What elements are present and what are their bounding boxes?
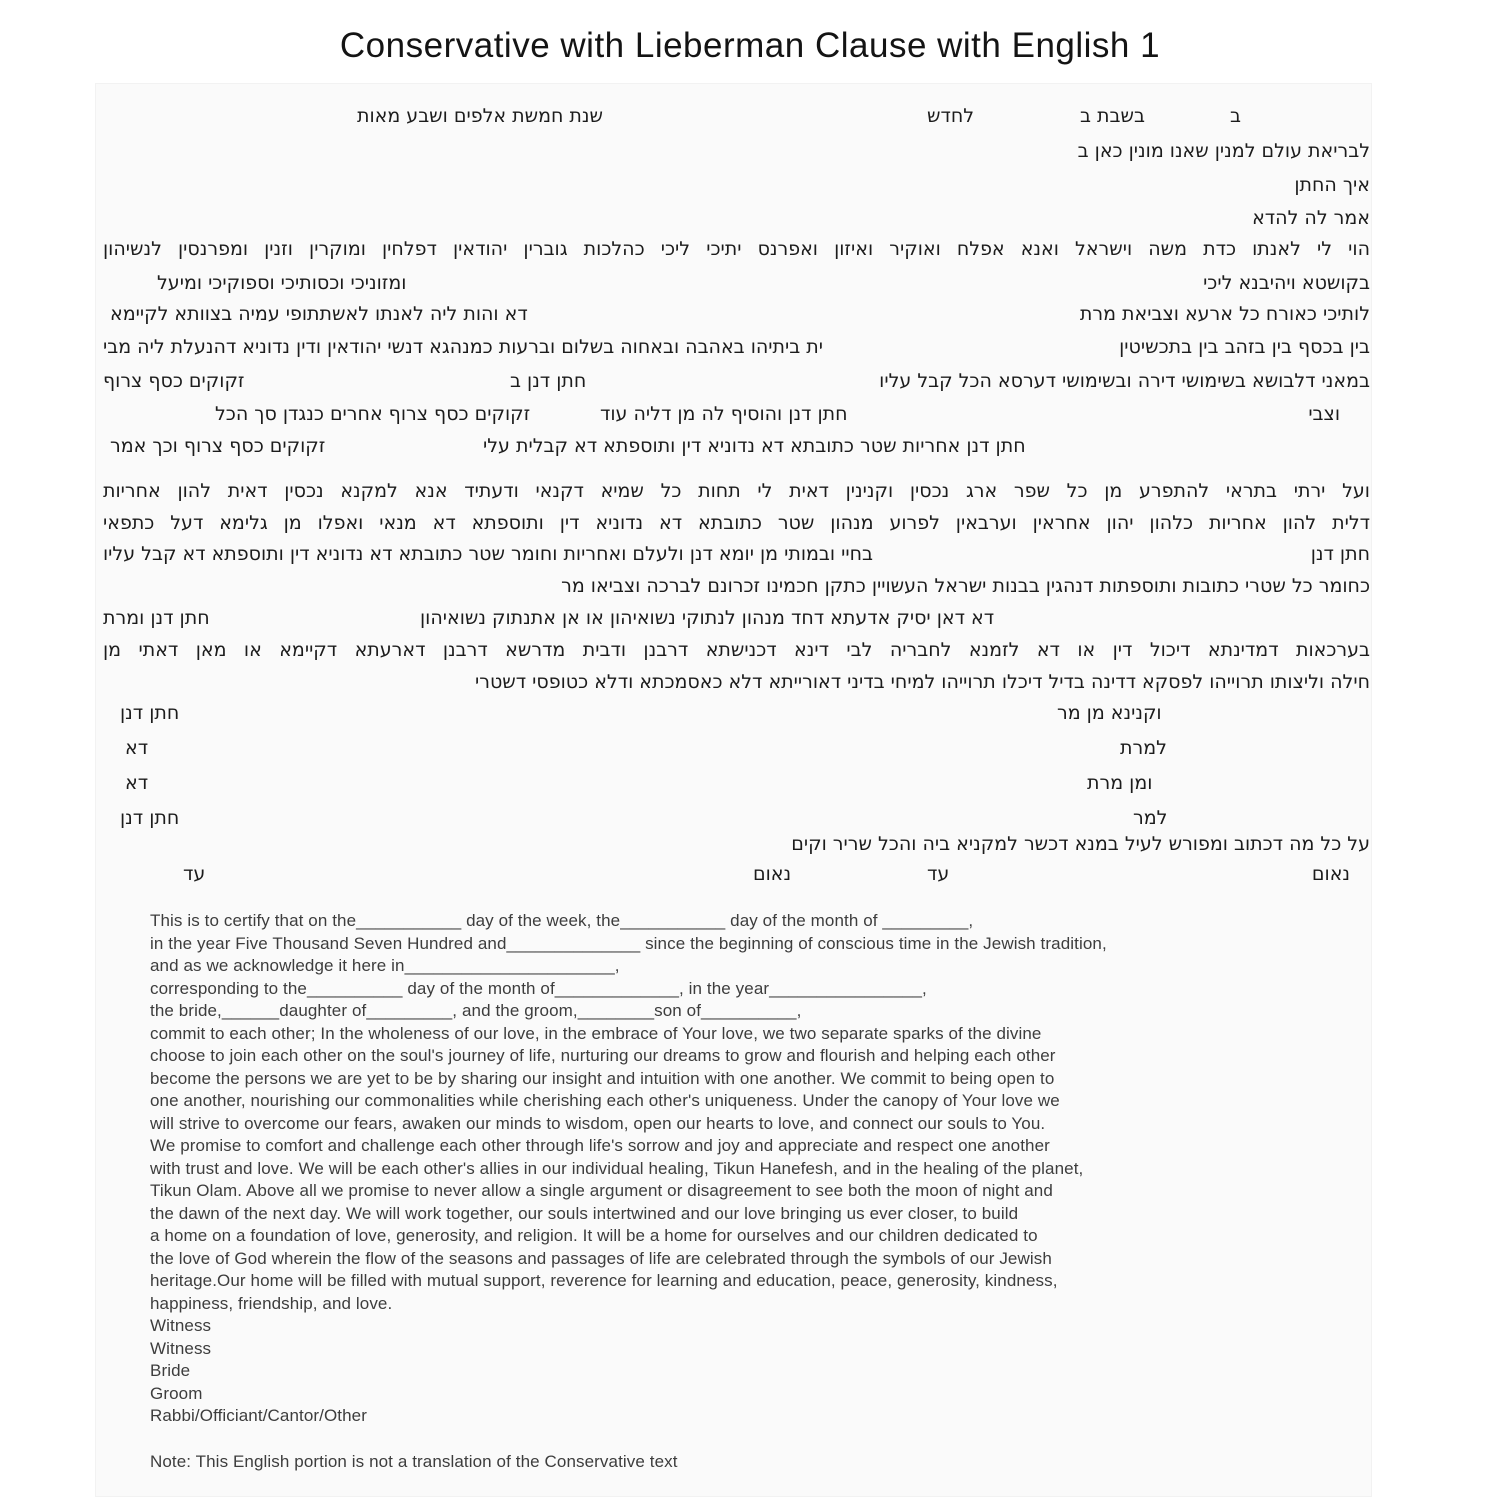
hebrew-text-segment: חתן דנן ומרת bbox=[103, 607, 210, 629]
hebrew-text-segment: חתן דנן bbox=[120, 807, 180, 829]
hebrew-text-segment: למרת bbox=[1120, 737, 1167, 759]
hebrew-text-segment: כחומר כל שטרי כתובות ותוספתות דנהגין בבנות ישראל העשויין כתקן חכמינו זכרונם לברכה וצביאו מר bbox=[561, 575, 1370, 597]
english-line: choose to join each other on the soul's journey of life, nurturing our dreams to grow and flourish and helping each other bbox=[150, 1046, 1056, 1065]
english-line: heritage.Our home will be filled with mutual support, reverence for learning and education, peace, generosity, kindness, bbox=[150, 1271, 1058, 1290]
hebrew-line bbox=[103, 270, 1370, 296]
hebrew-text-segment: ועל ירתי בתראי להתפרע מן כל שפר ארג נכסין וקנינין דאית לי תחות כל שמיא דקנאי ודעתיד אנא למקנא נכסין דאית להון אחריות bbox=[103, 480, 1370, 502]
hebrew-text-segment: דא bbox=[125, 737, 149, 759]
hebrew-line bbox=[103, 236, 1370, 262]
hebrew-line bbox=[103, 861, 1370, 887]
hebrew-line bbox=[103, 770, 1370, 796]
hebrew-text-segment: זקוקים כסף צרוף וכך אמר bbox=[110, 435, 326, 457]
english-line: This is to certify that on the___________ day of the week, the___________ day of the month of _________, bbox=[150, 911, 974, 930]
signature-label: Witness bbox=[150, 1338, 212, 1358]
hebrew-text-segment: נאום bbox=[1311, 863, 1350, 885]
hebrew-line bbox=[103, 301, 1370, 327]
hebrew-text-segment: במאני דלבושא בשימושי דירה ובשימושי דערסא הכל קבל עליו bbox=[879, 370, 1370, 392]
hebrew-line bbox=[103, 573, 1370, 599]
hebrew-text-segment: וקנינא מן מר bbox=[1057, 702, 1162, 724]
hebrew-text-segment: בקושטא ויהיבנא ליכי bbox=[1203, 272, 1370, 294]
hebrew-line bbox=[103, 138, 1370, 164]
hebrew-text-segment: בשבת ב bbox=[1080, 105, 1145, 127]
hebrew-text-segment: על כל מה דכתוב ומפורש לעיל במנא דכשר למקניא ביה והכל שריר וקים bbox=[791, 833, 1370, 855]
english-line: We promise to comfort and challenge each other through life's sorrow and joy and appreciate and respect one another bbox=[150, 1136, 1050, 1155]
hebrew-text-segment: איך החתן bbox=[1294, 174, 1370, 196]
hebrew-line bbox=[103, 805, 1370, 831]
hebrew-text-segment: בין בכסף בין בזהב בין בתכשיטין bbox=[1119, 336, 1370, 358]
hebrew-text-segment: אמר לה להדא bbox=[1252, 207, 1370, 229]
hebrew-text-segment: לבריאת עולם למנין שאנו מונין כאן ב bbox=[1077, 140, 1370, 162]
hebrew-text-segment: לותיכי כאורח כל ארעא וצביאת מרת bbox=[1079, 303, 1370, 325]
english-line: and as we acknowledge it here in______________________, bbox=[150, 956, 620, 975]
english-line: the love of God wherein the flow of the seasons and passages of life are celebrated through the symbols of our Jewish bbox=[150, 1248, 1052, 1268]
hebrew-text-segment: ב bbox=[1230, 105, 1241, 127]
english-line: a home on a foundation of love, generosity, and religion. It will be a home for ourselves and our children dedicated to bbox=[150, 1226, 1038, 1245]
hebrew-text-segment: חתן דנן bbox=[120, 702, 180, 724]
hebrew-text-segment: חתן דנן אחריות שטר כתובתא דא נדוניא דין ותוספתא דא קבלית עלי bbox=[483, 435, 1026, 457]
english-line: Tikun Olam. Above all we promise to never allow a single argument or disagreement to see both the moon of night and bbox=[150, 1181, 1053, 1200]
hebrew-line bbox=[103, 103, 1370, 129]
hebrew-text-segment: חתן דנן ב bbox=[510, 370, 587, 392]
english-line: commit to each other; In the wholeness of our love, in the embrace of Your love, we two separate sparks of the divine bbox=[150, 1023, 1042, 1043]
hebrew-line bbox=[103, 735, 1370, 761]
hebrew-line bbox=[103, 478, 1370, 504]
hebrew-line bbox=[103, 433, 1370, 459]
english-line: become the persons we are yet to be by sharing our insight and intuition with one another. We commit to being open to bbox=[150, 1068, 1055, 1088]
hebrew-text-segment: חתן דנן bbox=[1310, 543, 1370, 565]
hebrew-text-segment: בחיי ובמותי מן יומא דנן ולעלם ואחריות וחומר שטר כתובתא דא נדוניא דין ותוספתא דא קבל עליו bbox=[103, 543, 874, 565]
hebrew-line bbox=[103, 401, 1370, 427]
hebrew-line bbox=[103, 334, 1370, 360]
signature-label: Bride bbox=[150, 1361, 191, 1380]
hebrew-text-segment: חילה וליצותו תרוייהו לפסקא דדינה בדיל דיכלו תרוייהו למיחי בדיני דאורייתא דלא כאסמכתא ודלא כטופסי דשטרי bbox=[475, 671, 1370, 693]
signature-label: Witness bbox=[150, 1316, 212, 1335]
hebrew-text-segment: ומזוניכי וכסותיכי וספוקיכי ומיעל bbox=[157, 272, 407, 294]
hebrew-line bbox=[103, 700, 1370, 726]
hebrew-text-segment: דלית להון אחריות כלהון יהון אחראין וערבאין לפרוע מנהון שטר כתובתא דא נדוניא דין ותוספתא דא מנאי ואפלו מן גלימא דעל כתפאי bbox=[103, 512, 1370, 534]
signature-label: Rabbi/Officiant/Cantor/Other bbox=[150, 1406, 367, 1425]
hebrew-text-segment: הוי לי לאנתו כדת משה וישראל ואנא אפלח ואוקיר ואיזון ואפרנס יתיכי ליכי כהלכות גוברין יהודאין דפלחין ומוקרין וזנין ומפרנסין לנשיהון bbox=[103, 238, 1370, 260]
english-line: the dawn of the next day. We will work together, our souls intertwined and our love bringing us ever closer, to build bbox=[150, 1203, 1019, 1223]
hebrew-line bbox=[103, 510, 1370, 536]
hebrew-text-segment: דא והות ליה לאנתו לאשתתופי עמיה בצוותא לקיימא bbox=[110, 303, 528, 325]
hebrew-line bbox=[103, 172, 1370, 198]
hebrew-line bbox=[103, 831, 1370, 857]
english-line: will strive to overcome our fears, awaken our minds to wisdom, open our hearts to love, and connect our souls to You. bbox=[150, 1113, 1046, 1133]
english-certification-text bbox=[150, 910, 1250, 1428]
hebrew-text-segment: עד bbox=[183, 863, 206, 885]
hebrew-text-segment: ית ביתיהו באהבה ובאחוה בשלום וברעות כמנהגא דנשי יהודאין ודין נדוניא דהנעלת ליה מבי bbox=[103, 336, 824, 358]
hebrew-text-segment: שנת חמשת אלפים ושבע מאות bbox=[357, 105, 603, 127]
translation-note: Note: This English portion is not a translation of the Conservative text bbox=[150, 1452, 678, 1471]
hebrew-line bbox=[103, 605, 1370, 631]
hebrew-text-segment: דא bbox=[125, 772, 149, 794]
hebrew-text-segment: עד bbox=[927, 863, 950, 885]
english-line: corresponding to the__________ day of the month of_____________, in the year________________, bbox=[150, 978, 927, 998]
hebrew-text-segment: בערכאות דמדינתא דיכול דין או דא לזמנא לחבריה לבי דינא דכנישתא דרבנן ודבית מדרשא דרבנן דארעתא דקיימא או מאן דאתי מן bbox=[103, 639, 1370, 661]
hebrew-text-segment: לחדש bbox=[927, 105, 975, 127]
english-line: one another, nourishing our commonalities while cherishing each other's uniqueness. Under the canopy of Your love we bbox=[150, 1091, 1060, 1110]
hebrew-text-segment: נאום bbox=[753, 863, 792, 885]
signature-label: Groom bbox=[150, 1383, 203, 1403]
page-title: Conservative with Lieberman Clause with English 1 bbox=[339, 26, 1161, 65]
english-line: in the year Five Thousand Seven Hundred and______________ since the beginning of conscious time in the Jewish tradition, bbox=[150, 933, 1107, 953]
hebrew-line bbox=[103, 637, 1370, 663]
hebrew-text-segment: וצבי bbox=[1308, 403, 1340, 425]
hebrew-line bbox=[103, 368, 1370, 394]
english-line: the bride,______daughter of_________, and the groom,________son of__________, bbox=[150, 1001, 802, 1020]
english-line: with trust and love. We will be each other's allies in our individual healing, Tikun Hanefesh, and in the healing of the planet, bbox=[150, 1158, 1084, 1178]
hebrew-text-segment: חתן דנן והוסיף לה מן דליה עוד bbox=[600, 403, 848, 425]
hebrew-line bbox=[103, 541, 1370, 567]
english-line: happiness, friendship, and love. bbox=[150, 1293, 393, 1313]
hebrew-line bbox=[103, 669, 1370, 695]
hebrew-text-segment: למר bbox=[1133, 807, 1168, 829]
hebrew-line bbox=[103, 205, 1370, 231]
hebrew-text-segment: דא דאן יסיק אדעתא דחד מנהון לנתוקי נשואיהון או אן אתנתוק נשואיהון bbox=[420, 607, 995, 629]
hebrew-text-segment: ומן מרת bbox=[1087, 772, 1153, 794]
hebrew-text-segment: זקוקים כסף צרוף bbox=[103, 370, 245, 392]
hebrew-text-segment: זקוקים כסף צרוף אחרים כנגדן סך הכל bbox=[215, 403, 531, 425]
